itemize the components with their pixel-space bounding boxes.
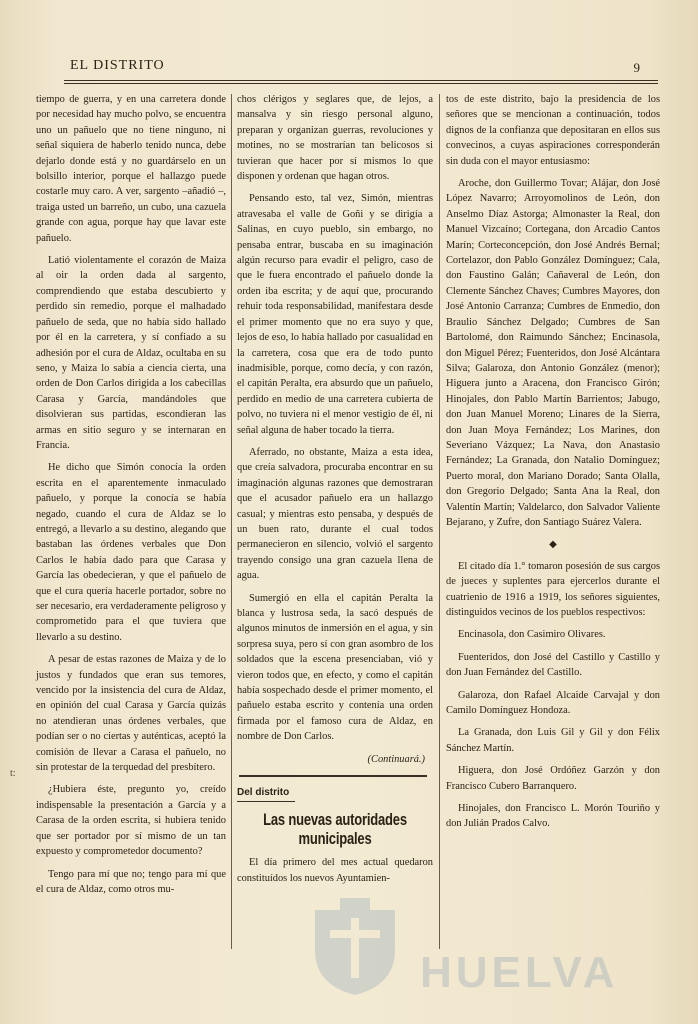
- paragraph: Encinasola, don Casimiro Olivares.: [458, 629, 606, 641]
- paragraph: ¿Hubiera éste, pregunto yo, creído indispensable la presentación a García y a Carasa de la orden escrita, si hubiera tenido que ser portador por sí mismo de un tan expuesto y comprometedor documento?: [36, 784, 226, 858]
- paragraph: He dicho que Simón conocía la orden escrita en el aparentemente inmaculado pañuelo, y porque la conocía se había negado, cuando el cura de Aldaz se lo entregó, a llevarlo a su destino, alegando que bastaban las órdenes verbales que Don Carlos le había dado para que Carasa y García las obedecieran, y que el pañuelo de que el cura quería hacerle portador, sobre no ser necesario, era verdaderamente peligroso y comprometido para el que tuviera que llevarlo a su destino.: [36, 462, 226, 643]
- paragraph: El día primero del mes actual quedaron constituídos los nuevos Ayuntamien-: [237, 857, 433, 884]
- article-headline: Las nuevas autoridades municipales: [263, 810, 407, 849]
- paragraph: tos de este distrito, bajo la presidencia de los señores que se mencionan a continuación, todos dignos de la confianza que depositaran en ellos sus convecinos, a cuyas aspiraciones corresponderán sin duda con el mayor entusiasmo:: [446, 94, 660, 167]
- paragraph: Galaroza, don Rafael Alcaide Carvajal y don Camilo Domínguez Hondoza.: [446, 689, 660, 717]
- paragraph: Aferrado, no obstante, Maiza a esta idea, que creía salvadora, procuraba encontrar en su imaginación algunas razones que demostraran que el acusador pañuelo era un hallazgo casual; y mientras esto pensaba, y después de un buen rato, durante el cual todos permanecieron en silencio, volvió el sargento trayendo consigo una gran cazuela llena de agua.: [237, 446, 433, 582]
- column-1: [36, 92, 226, 904]
- newspaper-title: EL DISTRITO: [70, 58, 165, 73]
- page-number: 9: [633, 60, 640, 75]
- column-divider: [231, 94, 232, 949]
- paragraph: Higuera, don José Ordóñez Garzón y don Francisco Cubero Barranquero.: [446, 765, 660, 792]
- diamond-ornament-icon: ◆: [549, 539, 557, 551]
- paragraph: chos clérigos y seglares que, de lejos, a mansalva y sin riesgo personal alguno, preparan y organizan guerras, revoluciones y motines, no se mostrarían tan belicosos si tuvieran que hacer por sí mismos lo que disponen y ordenan que hagan otros.: [237, 94, 433, 183]
- library-watermark: [300, 890, 670, 1000]
- coat-of-arms-icon: [300, 890, 410, 1000]
- paragraph: Fuenteridos, don José del Castillo y Castillo y don Juan Fernández del Castillo.: [446, 651, 660, 679]
- paragraph: El citado día 1.° tomaron posesión de sus cargos de jueces y suplentes para ejercerlos durante el cuatrienio de 1916 a 1919, los señores siguientes, distinguidos vecinos de los pueblos respectivos:: [446, 560, 660, 618]
- column-3: [446, 92, 660, 839]
- column-divider: [439, 94, 440, 949]
- paragraph: Tengo para mí que no; tengo para mí que el cura de Aldaz, como otros mu-: [36, 868, 226, 895]
- section-label: Del distrito: [237, 785, 295, 802]
- header-rule: [64, 80, 658, 81]
- column-2: [237, 92, 433, 893]
- paragraph: Pensando esto, tal vez, Simón, mientras atravesaba el valle de Goñi y se dirigía a Salinas, en cuyo pueblo, sin embargo, no pensaba entrar, buscaba en su imaginación algún recurso para evadir el peligro, caso de que le fuera encontrado el pañuelo donde la orden iba escrita; y de aquí que, procurando rehuir toda responsabilidad, manifestara desde el primer momento que no era suyo y que, lejos de eso, lo había hallado por casualidad en la carretera, cosa que era de todo punto inadmisible, porque, como decía, y con razón, el capitán Peralta, era absurdo que un pañuelo, perdido en medio de una carretera cubierta de polvo, no tuviera ni el menor vestigio de él, ni señal alguna de haber tocado la tierra.: [237, 193, 433, 436]
- paragraph: A pesar de estas razones de Maiza y de lo justos y fundados que eran sus temores, vencido por la insistencia del cura de Aldaz, en opinión del cual Carasa y García quizás no atendieran unas órdenes verbales, que podían ser o no ciertas y auténticas, aceptó la comisión de llevar a Carasa el pañuelo, no sin protestar de la terquedad del presbítero.: [36, 654, 226, 774]
- paragraph: La Granada, don Luis Gil y Gil y don Félix Sánchez Martín.: [446, 727, 660, 754]
- margin-mark: t:: [10, 768, 16, 779]
- continuation-note: (Continuará.): [367, 753, 425, 765]
- paragraph: Sumergió en ella el capitán Peralta la blanca y lustrosa seda, la sacó después de algunos minutos de inmersión en el agua, y sin sorpresa suya, pero sí con gran asombro de los soldados que la escena presenciaban, vió y vieron todos que, en efecto, y como el capitán había sospechado desde el primer momento, el pañuelo estaba escrito y contenía una orden firmada por el famoso cura de Aldaz, en nombre de Don Carlos.: [237, 592, 433, 743]
- page-header: [40, 58, 660, 80]
- section-separator: [239, 775, 427, 777]
- paragraph: tiempo de guerra, y en una carretera donde por necesidad hay mucho polvo, se encuentra uno un pañuelo que no tiene ninguno, ni señal siquiera de haberlo tenido nunca, debe dejarlo donde está y no guardárselo en un bolsillo interior, porque el hallazgo puede costarle muy caro. A ver, sargento –añadió –, traiga usted un barreño, un cubo, una cazuela grande con agua, porque hay que lavar este pañuelo.: [36, 94, 226, 244]
- watermark-text: HUELVA: [420, 948, 619, 997]
- paragraph: Aroche, don Guillermo Tovar; Alájar, don José López Navarro; Arroyomolinos de León, don Anselmo Díaz Astorga; Almonaster la Real, don Manuel Vizcaíno; Cortegana, don Arcadio Cantos Marín; Corteconcepción, don José Andrés Bernal; Cortelazor, don Pablo González Domínguez; Cala, don Faustino Galán; Cañaveral de León, don Clemente Sánchez Chaves; Cumbres Mayores, don José Antonio Carranza; Cumbres de Enmedio, don Braulio Sánchez Delgado; Cumbres de San Bartolomé, don Raimundo Sánchez; Encinasola, don Miguel Pérez; Fuenteridos, don José Alcántara Silva; Galaroza, don Antonio González (menor); Higuera junto a Aracena, don Francisco Girón; Hinojales, don Pablo Martín Barrientos; Jabugo, don Juan Manuel Moreno; Linares de la Sierra, don Juan Moya Fernández; Los Marines, don Severiano Vázquez; La Nava, don Anastasio Fernández; La Granada, don Natalio Domínguez; Puerto moral, don Mariano Dorado; Santa Olalla, don Gregorio Delgado; Santa Ana la Real, don Valentín Martín; Valdelarco, don Salvador Valiente Bejarano, y Zufre, don Santiago Suárez Valera.: [446, 178, 660, 528]
- header-rule-double: [64, 83, 658, 84]
- paragraph: Hinojales, don Francisco L. Morón Touriño y don Julián Prados Calvo.: [446, 803, 660, 830]
- paragraph: Latió violentamente el corazón de Maiza al oir la orden dada al sargento, comprendiendo que estaba descubierto y perdido sin remedio, porque el malhadado pañuelo de seda, que no había sido hallado por él en la carretera, y sí confiado a su adhesión por el cura de Aldaz, ocultaba en su seno, y Maiza lo sabía a ciencia cierta, una orden de Don Carlos dirigida a los cabecillas Carasa y García, mandándoles que disolvieran sus partidas, escondieran las armas en sitio seguro y se internaran en Francia.: [36, 255, 226, 451]
